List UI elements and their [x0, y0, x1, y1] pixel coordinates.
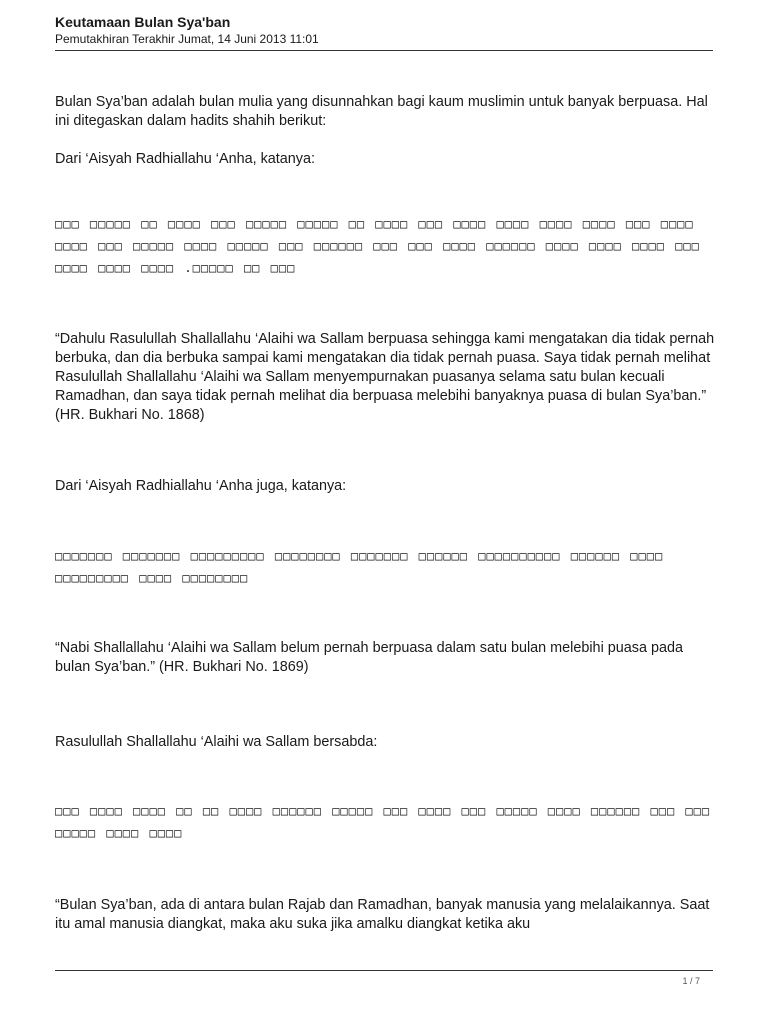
- header-divider: [55, 50, 713, 51]
- page-number: 1 / 7: [682, 976, 700, 986]
- translation-paragraph-1: “Dahulu Rasulullah Shallallahu ‘Alaihi wa Sallam berpuasa sehingga kami mengatakan dia tidak pernah berbuka, dan dia berbuka sampai kami mengatakan dia tidak pernah puasa. Saya tidak pernah melihat Rasulullah Shallallahu ‘Alaihi wa Sallam menyempurnakan puasanya selama satu bulan kecuali Ramadhan, dan saya tidak pernah melihat dia berpuasa melebihi banyaknya puasa di bulan Sya’ban.” (HR. Bukhari No. 1868): [55, 331, 715, 423]
- narrator-line-1: Dari ‘Aisyah Radhiallahu ‘Anha, katanya:: [55, 151, 315, 167]
- intro-paragraph: Bulan Sya’ban adalah bulan mulia yang disunnahkan bagi kaum muslimin untuk banyak berpuasa. Hal ini ditegaskan dalam hadits shahih berikut:: [55, 94, 708, 129]
- translation-paragraph-3: “Bulan Sya’ban, ada di antara bulan Rajab dan Ramadhan, banyak manusia yang melalaikannya. Saat itu amal manusia diangkat, maka aku suka jika amalku diangkat ketika aku: [55, 897, 710, 932]
- translation-paragraph-2: “Nabi Shallallahu ‘Alaihi wa Sallam belum pernah berpuasa dalam satu bulan melebihi puasa pada bulan Sya’ban.” (HR. Bukhari No. 1869): [55, 640, 683, 675]
- narrator-line-2: Dari ‘Aisyah Radhiallahu ‘Anha juga, katanya:: [55, 478, 347, 494]
- arabic-text-1: □□□ □□□□□ □□ □□□□ □□□ □□□□□ □□□□□ □□ □□□□ □□□ □□□□ □□□□ □□□□ □□□□ □□□ □□□□ □□□□ □□□ □□□□□ □□□□ □□□□□ □□□ □□□□□□ □□□ □□□ □□□□ □□□□□□ □□□□ □□□□ □□□□ □□□ □□□□ □□□□ □□□□ .□□□□□ □□ □□□: [55, 217, 700, 275]
- arabic-text-2: □□□□□□□ □□□□□□□ □□□□□□□□□ □□□□□□□□ □□□□□□□ □□□□□□ □□□□□□□□□□ □□□□□□ □□□□ □□□□□□□□□ □□□□ □□□□□□□□: [55, 549, 664, 585]
- arabic-text-3: □□□ □□□□ □□□□ □□ □□ □□□□ □□□□□□ □□□□□ □□□ □□□□ □□□ □□□□□ □□□□ □□□□□□ □□□ □□□ □□□□□ □□□□ □□□□: [55, 804, 711, 840]
- last-updated: Pemutakhiran Terakhir Jumat, 14 Juni 2013 11:01: [55, 32, 319, 46]
- footer-divider: [55, 970, 713, 971]
- rasul-said-line: Rasulullah Shallallahu ‘Alaihi wa Sallam bersabda:: [55, 734, 378, 750]
- document-title: Keutamaan Bulan Sya'ban: [55, 14, 231, 30]
